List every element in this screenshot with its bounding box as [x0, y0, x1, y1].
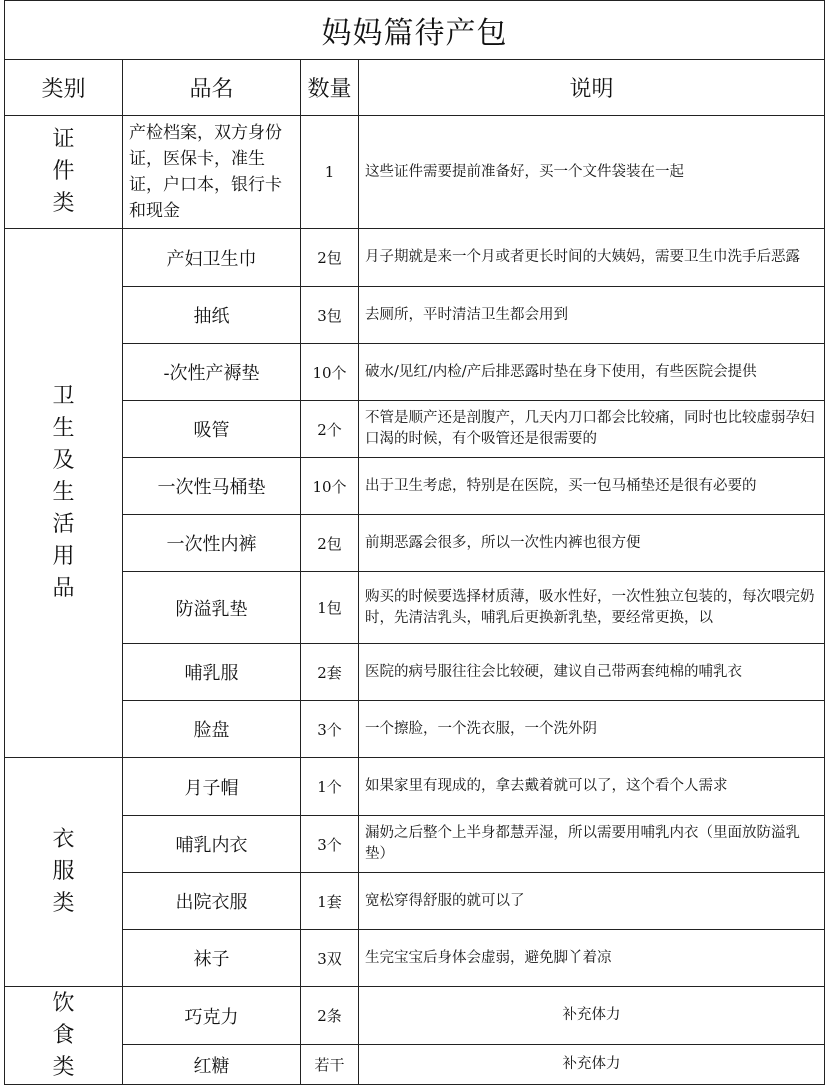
- item-desc: 破水/见红/内检/产后排恶露时垫在身下使用，有些医院会提供: [359, 344, 825, 401]
- table-row: [5, 572, 825, 644]
- item-name: 抽纸: [123, 287, 301, 344]
- item-name: 哺乳内衣: [123, 816, 301, 873]
- table-row: [5, 873, 825, 930]
- item-desc: 生完宝宝后身体会虚弱，避免脚丫着凉: [359, 930, 825, 987]
- item-qty: 2套: [301, 644, 359, 701]
- item-qty: 2个: [301, 401, 359, 458]
- item-qty: 3包: [301, 287, 359, 344]
- item-name: 脸盘: [123, 701, 301, 758]
- item-name: 一次性马桶垫: [123, 458, 301, 515]
- header-category: 类别: [5, 60, 123, 116]
- item-qty: 10个: [301, 458, 359, 515]
- item-desc: 漏奶之后整个上半身都慧弄湿，所以需要用哺乳内衣（里面放防溢乳垫）: [359, 816, 825, 873]
- item-name: 月子帽: [123, 758, 301, 816]
- table-row: [5, 644, 825, 701]
- table-row: [5, 229, 825, 287]
- item-qty: 2包: [301, 229, 359, 287]
- table-row: [5, 816, 825, 873]
- item-desc: 前期恶露会很多，所以一次性内裤也很方便: [359, 515, 825, 572]
- item-desc: 购买的时候要选择材质薄，吸水性好，一次性独立包装的，每次喂完奶时，先清洁乳头，哺乳后更换新乳垫，要经常更换，以: [359, 572, 825, 644]
- item-desc: 如果家里有现成的，拿去戴着就可以了，这个看个人需求: [359, 758, 825, 816]
- item-desc: 宽松穿得舒服的就可以了: [359, 873, 825, 930]
- category-food: 饮 食 类: [5, 987, 123, 1085]
- item-name: 出院衣服: [123, 873, 301, 930]
- item-qty: 3个: [301, 701, 359, 758]
- item-name: 哺乳服: [123, 644, 301, 701]
- item-qty: 3双: [301, 930, 359, 987]
- item-name: 产检档案，双方身份证，医保卡，准生证，户口本，银行卡和现金: [123, 116, 301, 229]
- item-desc: 补充体力: [359, 1045, 825, 1085]
- table-row: [5, 458, 825, 515]
- item-name: 袜子: [123, 930, 301, 987]
- table-row: [5, 116, 825, 229]
- header-desc: 说明: [359, 60, 825, 116]
- item-qty: 2包: [301, 515, 359, 572]
- item-qty: 10个: [301, 344, 359, 401]
- category-hygiene: 卫 生 及 生 活 用 品: [5, 229, 123, 758]
- item-desc: 这些证件需要提前准备好，买一个文件袋装在一起: [359, 116, 825, 229]
- item-desc: 一个擦脸，一个洗衣服，一个洗外阴: [359, 701, 825, 758]
- item-name: 防溢乳垫: [123, 572, 301, 644]
- table-row: [5, 1045, 825, 1085]
- header-name: 品名: [123, 60, 301, 116]
- item-desc: 月子期就是来一个月或者更长时间的大姨妈，需要卫生巾洗手后恶露: [359, 229, 825, 287]
- item-qty: 若干: [301, 1045, 359, 1085]
- item-desc: 出于卫生考虑，特别是在医院，买一包马桶垫还是很有必要的: [359, 458, 825, 515]
- category-documents: 证 件 类: [5, 116, 123, 229]
- header-qty: 数量: [301, 60, 359, 116]
- item-name: 红糖: [123, 1045, 301, 1085]
- item-qty: 1个: [301, 758, 359, 816]
- item-qty: 3个: [301, 816, 359, 873]
- table-row: [5, 987, 825, 1045]
- item-qty: 1包: [301, 572, 359, 644]
- item-qty: 1套: [301, 873, 359, 930]
- table-row: [5, 701, 825, 758]
- item-desc: 去厕所，平时清洁卫生都会用到: [359, 287, 825, 344]
- table-row: [5, 287, 825, 344]
- item-name: 巧克力: [123, 987, 301, 1045]
- checklist-table: [4, 0, 825, 1085]
- item-qty: 2条: [301, 987, 359, 1045]
- table-row: [5, 758, 825, 816]
- page-title: 妈妈篇待产包: [5, 1, 825, 60]
- category-clothing: 衣 服 类: [5, 758, 123, 987]
- item-desc: 补充体力: [359, 987, 825, 1045]
- item-name: 产妇卫生巾: [123, 229, 301, 287]
- table-row: [5, 930, 825, 987]
- item-qty: 1: [301, 116, 359, 229]
- item-name: 一次性内裤: [123, 515, 301, 572]
- table-row: [5, 515, 825, 572]
- item-name: -次性产褥垫: [123, 344, 301, 401]
- item-desc: 不管是顺产还是剖腹产，几天内刀口都会比较痛，同时也比较虚弱孕妇口渴的时候，有个吸管还是很需要的: [359, 401, 825, 458]
- item-name: 吸管: [123, 401, 301, 458]
- table-row: [5, 344, 825, 401]
- item-desc: 医院的病号服往往会比较硬，建议自己带两套纯棉的哺乳衣: [359, 644, 825, 701]
- table-row: [5, 401, 825, 458]
